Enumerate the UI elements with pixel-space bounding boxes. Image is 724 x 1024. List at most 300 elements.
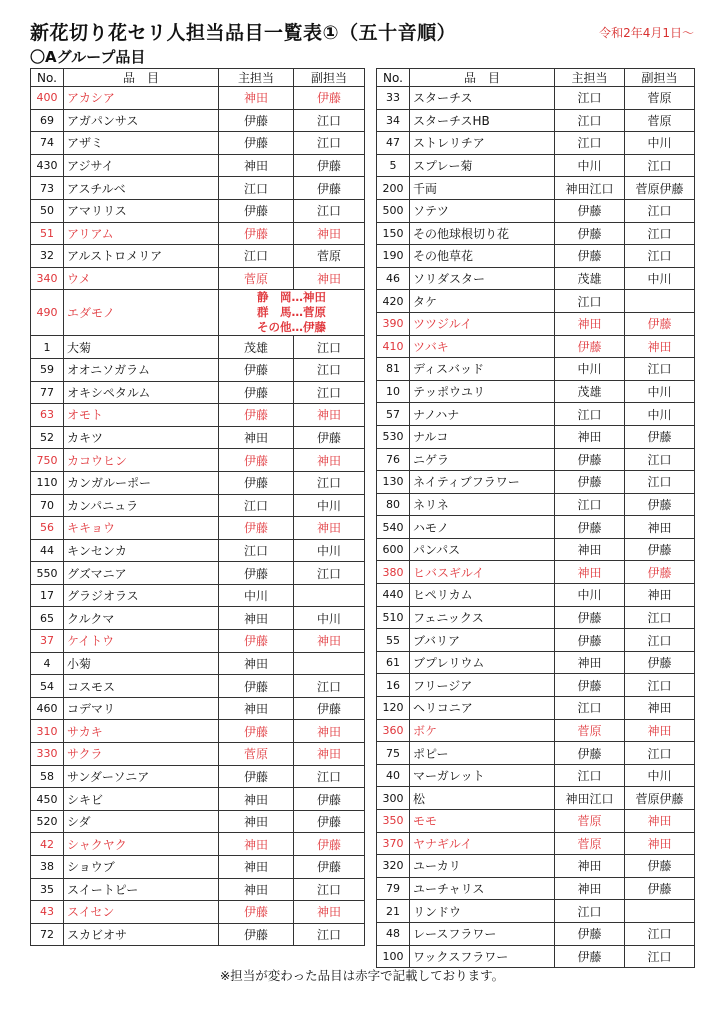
right-table-body xyxy=(377,87,695,968)
sub-staff xyxy=(294,652,365,675)
item-no: 61 xyxy=(377,651,410,674)
main-staff: 伊藤 xyxy=(555,471,625,494)
item-no: 57 xyxy=(377,403,410,426)
item-no: 330 xyxy=(31,743,64,766)
table-row xyxy=(31,267,365,290)
item-no: 390 xyxy=(377,312,410,335)
item-no: 530 xyxy=(377,425,410,448)
table-row xyxy=(377,177,695,200)
item-no: 190 xyxy=(377,245,410,268)
sub-staff: 伊藤 xyxy=(294,697,365,720)
item-no: 300 xyxy=(377,787,410,810)
main-staff: 伊藤 xyxy=(219,199,294,222)
item-no: 17 xyxy=(31,584,64,607)
main-staff: 江口 xyxy=(219,539,294,562)
sub-staff: 江口 xyxy=(625,742,695,765)
table-row xyxy=(377,697,695,720)
item-no: 110 xyxy=(31,471,64,494)
main-staff: 神田 xyxy=(555,877,625,900)
item-no: 120 xyxy=(377,697,410,720)
table-row xyxy=(31,426,365,449)
table-row xyxy=(377,742,695,765)
item-name: ユーチャリス xyxy=(410,877,555,900)
table-row xyxy=(377,922,695,945)
item-name: ヒバスギルイ xyxy=(410,561,555,584)
item-no: 35 xyxy=(31,878,64,901)
main-staff: 菅原 xyxy=(219,267,294,290)
item-no: 76 xyxy=(377,448,410,471)
header-sub: 副担当 xyxy=(625,69,695,87)
item-name: サカキ xyxy=(64,720,219,743)
sub-staff: 江口 xyxy=(294,381,365,404)
main-staff: 神田 xyxy=(555,425,625,448)
table-row xyxy=(377,810,695,833)
sub-staff: 中川 xyxy=(625,380,695,403)
item-name: シダ xyxy=(64,810,219,833)
header-row xyxy=(31,69,365,87)
table-row xyxy=(31,607,365,630)
item-name: フェニックス xyxy=(410,606,555,629)
sub-staff: 中川 xyxy=(294,494,365,517)
sub-staff: 神田 xyxy=(294,222,365,245)
table-row xyxy=(377,516,695,539)
table-row xyxy=(377,87,695,110)
item-name: ネイティブフラワー xyxy=(410,471,555,494)
sub-staff: 神田 xyxy=(294,720,365,743)
item-name: リンドウ xyxy=(410,900,555,923)
sub-staff: 神田 xyxy=(625,516,695,539)
main-staff: 江口 xyxy=(555,697,625,720)
sub-staff: 伊藤 xyxy=(294,177,365,200)
sub-staff xyxy=(625,900,695,923)
item-name: コデマリ xyxy=(64,697,219,720)
sub-staff: 神田 xyxy=(294,404,365,427)
table-row xyxy=(377,290,695,313)
assignment-line: その他…伊藤 xyxy=(257,320,326,335)
sub-staff: 菅原 xyxy=(625,109,695,132)
table-row xyxy=(31,109,365,132)
item-no: 43 xyxy=(31,901,64,924)
item-no: 360 xyxy=(377,719,410,742)
sub-staff: 江口 xyxy=(625,606,695,629)
item-name: グラジオラス xyxy=(64,584,219,607)
sub-staff: 江口 xyxy=(625,245,695,268)
item-name: ネリネ xyxy=(410,493,555,516)
table-row xyxy=(31,675,365,698)
main-staff: 伊藤 xyxy=(219,449,294,472)
main-staff: 神田 xyxy=(219,426,294,449)
sub-staff: 江口 xyxy=(625,448,695,471)
main-staff: 神田江口 xyxy=(555,177,625,200)
table-row xyxy=(31,177,365,200)
sub-staff: 中川 xyxy=(294,539,365,562)
item-name: カキツ xyxy=(64,426,219,449)
left-table-body xyxy=(31,87,365,946)
item-name: ソテツ xyxy=(410,199,555,222)
sub-staff xyxy=(625,290,695,313)
sub-staff: 神田 xyxy=(625,810,695,833)
sub-staff: 江口 xyxy=(294,109,365,132)
sub-staff: 江口 xyxy=(294,199,365,222)
table-row xyxy=(377,312,695,335)
main-staff: 伊藤 xyxy=(555,922,625,945)
item-name: テッポウユリ xyxy=(410,380,555,403)
item-name: アザミ xyxy=(64,132,219,155)
left-table xyxy=(30,68,365,946)
main-staff: 伊藤 xyxy=(219,358,294,381)
table-row xyxy=(31,720,365,743)
item-name: 小菊 xyxy=(64,652,219,675)
sub-staff: 伊藤 xyxy=(294,87,365,110)
item-name: アルストロメリア xyxy=(64,245,219,268)
right-table xyxy=(376,68,695,968)
sub-staff: 江口 xyxy=(625,222,695,245)
main-staff: 茂雄 xyxy=(219,336,294,359)
table-row xyxy=(377,403,695,426)
item-no: 310 xyxy=(31,720,64,743)
main-staff: 伊藤 xyxy=(219,471,294,494)
table-row xyxy=(377,335,695,358)
table-row xyxy=(377,561,695,584)
main-staff: 伊藤 xyxy=(219,765,294,788)
item-no: 410 xyxy=(377,335,410,358)
sub-staff: 伊藤 xyxy=(625,538,695,561)
item-no: 750 xyxy=(31,449,64,472)
header-row xyxy=(377,69,695,87)
main-staff: 神田 xyxy=(219,154,294,177)
main-staff: 伊藤 xyxy=(555,606,625,629)
sub-staff: 伊藤 xyxy=(294,426,365,449)
main-staff: 江口 xyxy=(555,132,625,155)
item-no: 40 xyxy=(377,764,410,787)
item-no: 200 xyxy=(377,177,410,200)
item-name: アガパンサス xyxy=(64,109,219,132)
item-name: ポピー xyxy=(410,742,555,765)
sub-staff: 中川 xyxy=(625,267,695,290)
table-row xyxy=(377,154,695,177)
main-staff: 伊藤 xyxy=(219,630,294,653)
sub-staff: 伊藤 xyxy=(294,788,365,811)
sub-staff: 神田 xyxy=(625,335,695,358)
item-name: ボケ xyxy=(410,719,555,742)
sub-staff: 江口 xyxy=(625,358,695,381)
sub-staff: 江口 xyxy=(294,336,365,359)
table-row xyxy=(31,471,365,494)
main-staff: 江口 xyxy=(555,87,625,110)
main-staff: 江口 xyxy=(219,177,294,200)
item-no: 350 xyxy=(377,810,410,833)
item-name: ヘリコニア xyxy=(410,697,555,720)
item-name: パンパス xyxy=(410,538,555,561)
table-row xyxy=(377,199,695,222)
item-name: ワックスフラワー xyxy=(410,945,555,968)
item-no: 65 xyxy=(31,607,64,630)
item-no: 420 xyxy=(377,290,410,313)
item-no: 100 xyxy=(377,945,410,968)
sub-staff: 伊藤 xyxy=(294,154,365,177)
table-row xyxy=(377,471,695,494)
main-staff: 伊藤 xyxy=(555,199,625,222)
item-no: 46 xyxy=(377,267,410,290)
sub-staff: 江口 xyxy=(294,358,365,381)
sub-staff: 江口 xyxy=(625,945,695,968)
main-staff: 江口 xyxy=(555,403,625,426)
table-row xyxy=(31,539,365,562)
item-no: 400 xyxy=(31,87,64,110)
item-no: 37 xyxy=(31,630,64,653)
main-staff: 菅原 xyxy=(219,743,294,766)
main-staff: 神田江口 xyxy=(555,787,625,810)
sub-staff: 伊藤 xyxy=(625,855,695,878)
table-row xyxy=(31,517,365,540)
main-staff: 中川 xyxy=(555,154,625,177)
sub-staff: 神田 xyxy=(294,901,365,924)
item-no: 58 xyxy=(31,765,64,788)
item-no: 56 xyxy=(31,517,64,540)
table-row xyxy=(31,652,365,675)
item-no: 340 xyxy=(31,267,64,290)
table-row xyxy=(377,109,695,132)
sub-staff: 中川 xyxy=(294,607,365,630)
table-row xyxy=(377,832,695,855)
sub-staff: 神田 xyxy=(294,743,365,766)
item-no: 500 xyxy=(377,199,410,222)
table-row xyxy=(377,719,695,742)
sub-staff: 江口 xyxy=(625,199,695,222)
table-row xyxy=(377,222,695,245)
sub-staff: 伊藤 xyxy=(625,877,695,900)
sub-staff: 江口 xyxy=(625,674,695,697)
item-no: 54 xyxy=(31,675,64,698)
item-no: 460 xyxy=(31,697,64,720)
item-name: ケイトウ xyxy=(64,630,219,653)
item-no: 50 xyxy=(31,199,64,222)
item-name: 松 xyxy=(410,787,555,810)
item-no: 33 xyxy=(377,87,410,110)
item-no: 32 xyxy=(31,245,64,268)
sub-staff: 中川 xyxy=(625,764,695,787)
item-name: クルクマ xyxy=(64,607,219,630)
table-row xyxy=(377,877,695,900)
item-name: オキシペタルム xyxy=(64,381,219,404)
item-name: サンダーソニア xyxy=(64,765,219,788)
item-no: 21 xyxy=(377,900,410,923)
sub-staff: 伊藤 xyxy=(625,312,695,335)
table-row xyxy=(31,697,365,720)
sub-staff: 伊藤 xyxy=(625,425,695,448)
main-staff: 伊藤 xyxy=(219,381,294,404)
item-name: シャクヤク xyxy=(64,833,219,856)
item-no: 490 xyxy=(31,290,64,336)
main-staff: 神田 xyxy=(219,810,294,833)
main-staff: 江口 xyxy=(219,245,294,268)
effective-date: 令和2年4月1日～ xyxy=(599,26,694,40)
header-main: 主担当 xyxy=(555,69,625,87)
sub-staff xyxy=(294,584,365,607)
item-no: 80 xyxy=(377,493,410,516)
item-name: その他草花 xyxy=(410,245,555,268)
table-row xyxy=(31,336,365,359)
sub-staff: 伊藤 xyxy=(625,493,695,516)
item-no: 600 xyxy=(377,538,410,561)
item-name: スカビオサ xyxy=(64,923,219,946)
item-name: スターチス xyxy=(410,87,555,110)
main-staff: 神田 xyxy=(219,856,294,879)
item-name: ヤナギルイ xyxy=(410,832,555,855)
item-name: その他球根切り花 xyxy=(410,222,555,245)
item-no: 1 xyxy=(31,336,64,359)
item-name: キンセンカ xyxy=(64,539,219,562)
item-name: ショウブ xyxy=(64,856,219,879)
table-row xyxy=(377,674,695,697)
header-no: No. xyxy=(377,69,410,87)
main-staff: 伊藤 xyxy=(555,945,625,968)
item-name: ソリダスター xyxy=(410,267,555,290)
item-name: ユーカリ xyxy=(410,855,555,878)
item-no: 77 xyxy=(31,381,64,404)
item-name: エダモノ xyxy=(64,290,219,336)
item-name: ナノハナ xyxy=(410,403,555,426)
assignment-line: 群 馬…菅原 xyxy=(257,305,326,320)
main-staff: 江口 xyxy=(555,109,625,132)
item-name: ツツジルイ xyxy=(410,312,555,335)
item-no: 380 xyxy=(377,561,410,584)
table-row xyxy=(31,788,365,811)
sub-staff: 江口 xyxy=(294,132,365,155)
table-row xyxy=(377,787,695,810)
page-title: 新花切り花セリ人担当品目一覧表①（五十音順） xyxy=(30,22,457,44)
table-row xyxy=(31,878,365,901)
item-no: 47 xyxy=(377,132,410,155)
main-staff: 神田 xyxy=(555,651,625,674)
table-row xyxy=(377,900,695,923)
item-no: 63 xyxy=(31,404,64,427)
table-row xyxy=(377,651,695,674)
sub-staff: 菅原伊藤 xyxy=(625,787,695,810)
main-staff: 神田 xyxy=(219,607,294,630)
group-subtitle: 〇Aグループ品目 xyxy=(30,48,146,66)
sub-staff: 江口 xyxy=(294,562,365,585)
table-row xyxy=(31,154,365,177)
main-staff: 伊藤 xyxy=(555,245,625,268)
item-no: 4 xyxy=(31,652,64,675)
table-row xyxy=(377,493,695,516)
item-no: 70 xyxy=(31,494,64,517)
main-staff: 伊藤 xyxy=(555,674,625,697)
item-name: アマリリス xyxy=(64,199,219,222)
main-staff: 伊藤 xyxy=(219,923,294,946)
main-staff: 神田 xyxy=(219,788,294,811)
item-name: ナルコ xyxy=(410,425,555,448)
table-row xyxy=(31,199,365,222)
item-name: オモト xyxy=(64,404,219,427)
item-name: フリージア xyxy=(410,674,555,697)
item-name: サクラ xyxy=(64,743,219,766)
item-no: 550 xyxy=(31,562,64,585)
main-staff: 菅原 xyxy=(555,810,625,833)
sub-staff: 神田 xyxy=(625,832,695,855)
item-name: アスチルベ xyxy=(64,177,219,200)
sub-staff: 中川 xyxy=(625,403,695,426)
table-row xyxy=(31,630,365,653)
table-row xyxy=(31,222,365,245)
table-row xyxy=(31,765,365,788)
main-staff: 伊藤 xyxy=(219,517,294,540)
main-staff: 伊藤 xyxy=(219,562,294,585)
item-name: モモ xyxy=(410,810,555,833)
main-staff: 江口 xyxy=(555,900,625,923)
item-name: スターチスHB xyxy=(410,109,555,132)
item-name: ツバキ xyxy=(410,335,555,358)
sub-staff: 神田 xyxy=(294,517,365,540)
main-staff: 伊藤 xyxy=(219,675,294,698)
main-staff: 伊藤 xyxy=(219,132,294,155)
table-row xyxy=(31,923,365,946)
main-staff: 菅原 xyxy=(555,719,625,742)
footer-note: ※担当が変わった品目は赤字で記載しております。 xyxy=(219,968,505,983)
item-name: ブバリア xyxy=(410,629,555,652)
main-staff: 江口 xyxy=(555,493,625,516)
table-row xyxy=(31,87,365,110)
item-no: 520 xyxy=(31,810,64,833)
table-row xyxy=(31,358,365,381)
table-row xyxy=(31,833,365,856)
item-no: 440 xyxy=(377,584,410,607)
item-no: 59 xyxy=(31,358,64,381)
item-name: カンパニュラ xyxy=(64,494,219,517)
item-no: 72 xyxy=(31,923,64,946)
sub-staff: 中川 xyxy=(625,132,695,155)
item-name: キキョウ xyxy=(64,517,219,540)
table-row xyxy=(377,358,695,381)
main-staff: 伊藤 xyxy=(219,109,294,132)
item-no: 42 xyxy=(31,833,64,856)
item-name: アジサイ xyxy=(64,154,219,177)
item-no: 130 xyxy=(377,471,410,494)
sub-staff: 伊藤 xyxy=(294,810,365,833)
sub-staff: 菅原伊藤 xyxy=(625,177,695,200)
main-staff: 伊藤 xyxy=(555,335,625,358)
table-row xyxy=(377,267,695,290)
assignment-line: 静 岡…神田 xyxy=(257,290,326,305)
table-row xyxy=(31,856,365,879)
table-row xyxy=(377,448,695,471)
table-row xyxy=(377,538,695,561)
item-name: コスモス xyxy=(64,675,219,698)
table-row xyxy=(31,381,365,404)
item-name: オオニソガラム xyxy=(64,358,219,381)
table-row xyxy=(31,449,365,472)
item-no: 69 xyxy=(31,109,64,132)
main-staff: 茂雄 xyxy=(555,380,625,403)
sub-staff: 神田 xyxy=(625,697,695,720)
sub-staff: 江口 xyxy=(625,471,695,494)
item-name: ニゲラ xyxy=(410,448,555,471)
item-name: 大菊 xyxy=(64,336,219,359)
sub-staff: 伊藤 xyxy=(294,856,365,879)
item-name: ハモノ xyxy=(410,516,555,539)
item-name: ヒペリカム xyxy=(410,584,555,607)
table-row xyxy=(31,494,365,517)
item-no: 79 xyxy=(377,877,410,900)
table-row xyxy=(377,132,695,155)
item-name: タケ xyxy=(410,290,555,313)
item-no: 52 xyxy=(31,426,64,449)
sub-staff: 江口 xyxy=(625,922,695,945)
main-staff: 伊藤 xyxy=(555,742,625,765)
main-staff: 中川 xyxy=(219,584,294,607)
table-row xyxy=(31,132,365,155)
